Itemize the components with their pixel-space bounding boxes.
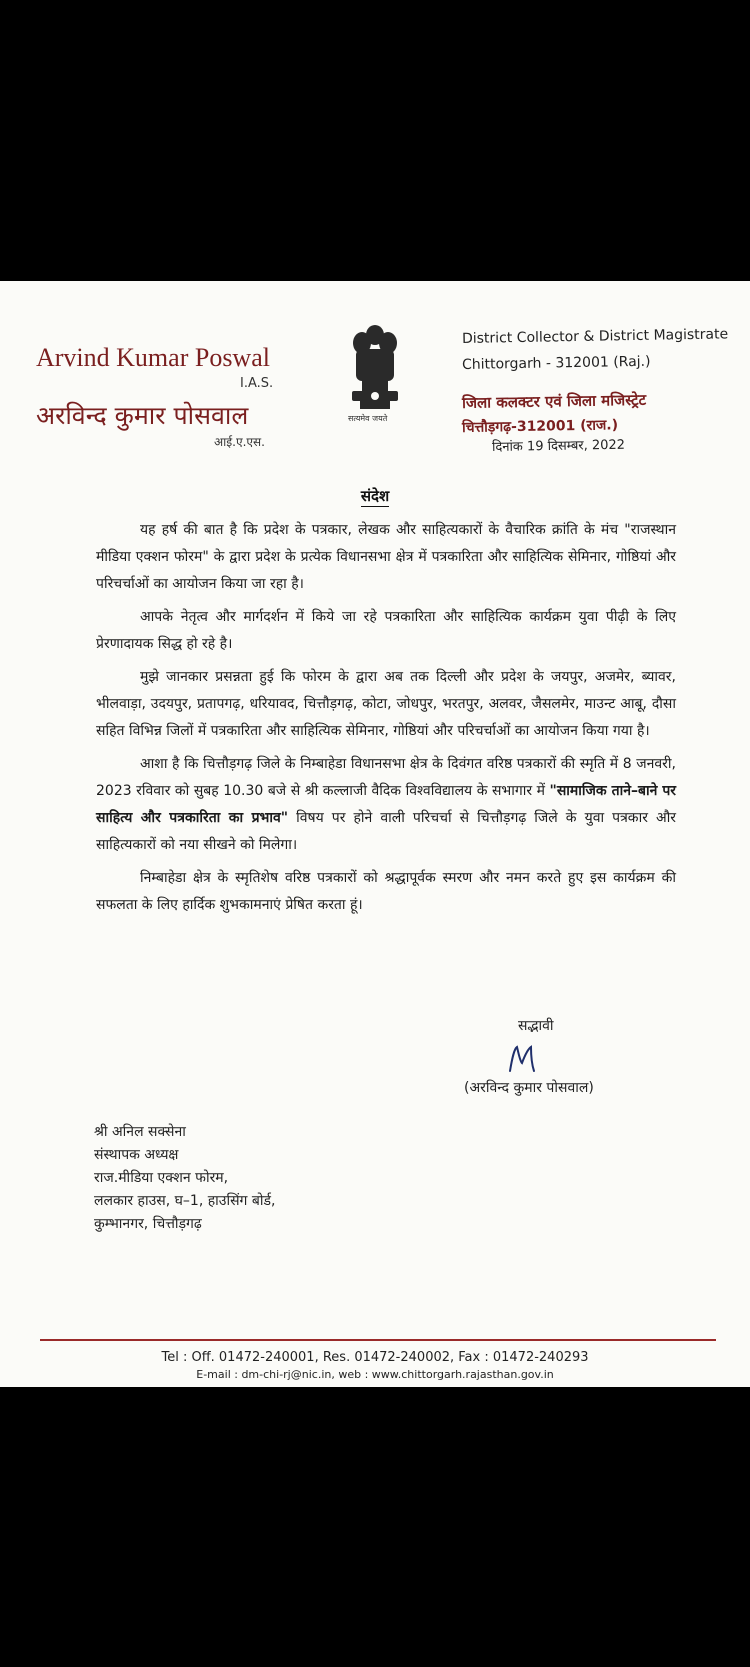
letter-page [0,281,750,1387]
paragraph-5: निम्बाहेडा क्षेत्र के स्मृतिशेष वरिष्ठ पत्रकारों को श्रद्धापूर्वक स्मरण और नमन करते हुए इस कार्यक्रम की सफलता के लिए हार्दिक शुभकामनाएं प्रेषित करता हूं। [96,870,676,913]
recipient-city: कुम्भानगर, चित्तौड़गढ़ [94,1216,202,1232]
footer-divider [40,1339,716,1341]
officer-name-hindi: अरविन्द कुमार पोसवाल [36,401,249,430]
paragraph-3: मुझे जानकार प्रसन्नता हुई कि फोरम के द्वारा अब तक दिल्ली और प्रदेश के जयपुर, अजमेर, ब्यावर, भीलवाड़ा, उदयपुर, प्रतापगढ़, धरियावद, चित्तौड़गढ़, कोटा, जोधपुर, भरतपुर, अलवर, जैसलमेर, माउन्ट आबू, दौसा सहित विभिन्न जिलों में पत्रकारिता और साहित्यिक सेमिनार, गोष्ठियां और परिचर्चाओं का आयोजन किया गया है। [96,669,676,739]
letter-subject [0,486,750,506]
office-location-hindi: चित्तौड़गढ़-312001 (राज.) [461,417,619,436]
letter-body [96,517,676,925]
paragraph-2: आपके नेतृत्व और मार्गदर्शन में किये जा रहे पत्रकारिता और साहित्यिक कार्यक्रम युवा पीढ़ी के लिए प्रेरणादायक सिद्ध हो रहे है। [96,609,676,652]
officer-service-english: I.A.S. [240,376,274,391]
recipient-street: ललकार हाउस, घ–1, हाउसिंग बोर्ड, [94,1193,276,1209]
letter-date: दिनांक 19 दिसम्बर, 2022 [491,437,626,455]
signature-mark [504,1041,544,1077]
office-title-hindi: जिला कलक्टर एवं जिला मजिस्ट्रेट [461,390,647,412]
recipient-name: श्री अनिल सक्सेना [94,1124,186,1140]
emblem-motto: सत्यमेव जयते [348,414,388,423]
recipient-address [94,1121,275,1236]
national-emblem-icon [340,321,410,421]
footer-phones: Tel : Off. 01472-240001, Res. 01472-240002, Fax : 01472-240293 [161,1350,589,1365]
footer-contact: E-mail : dm-chi-rj@nic.in, web : www.chittorgarh.rajasthan.gov.in [196,1368,554,1381]
recipient-designation: संस्थापक अध्यक्ष [94,1147,179,1163]
office-location-english: Chittorgarh - 312001 (Raj.) [461,353,651,373]
closing-salutation: सद्भावी [518,1018,554,1034]
recipient-organization: राज.मीडिया एक्शन फोरम, [94,1170,229,1186]
paragraph-4-outro: विषय पर होने वाली परिचर्चा से चित्तौड़गढ़ जिले के युवा पत्रकार और साहित्यकारों को नया सीखने को मिलेगा। [96,810,676,853]
paragraph-4-topic: "सामाजिक ताने–बाने पर साहित्य और पत्रकारिता का प्रभाव" [96,783,676,826]
office-title-english: District Collector & District Magistrate [461,326,729,347]
subject-text: संदेश [360,487,390,505]
paragraph-1: यह हर्ष की बात है कि प्रदेश के पत्रकार, लेखक और साहित्यकारों के वैचारिक क्रांति के मंच "राजस्थान मीडिया एक्शन फोरम" के द्वारा प्रदेश के प्रत्येक विधानसभा क्षेत्र में पत्रकारिता और साहित्यिक सेमिनार, गोष्ठियां और परिचर्चाओं का आयोजन किया जा रहा है। [96,522,676,592]
officer-name-english: Arvind Kumar Poswal [36,343,270,372]
signer-name: (अरविन्द कुमार पोसवाल) [464,1080,594,1096]
paragraph-4 [96,751,676,859]
paragraph-4-intro: आशा है कि चित्तौड़गढ़ जिले के निम्बाहेडा विधानसभा क्षेत्र के दिवंगत वरिष्ठ पत्रकारों की स्मृति में 8 जनवरी, 2023 रविवार को सुबह 10.30 बजे से श्री कल्लाजी वैदिक विश्वविद्यालय के सभागार में [96,756,676,799]
officer-service-hindi: आई.ए.एस. [214,435,265,449]
